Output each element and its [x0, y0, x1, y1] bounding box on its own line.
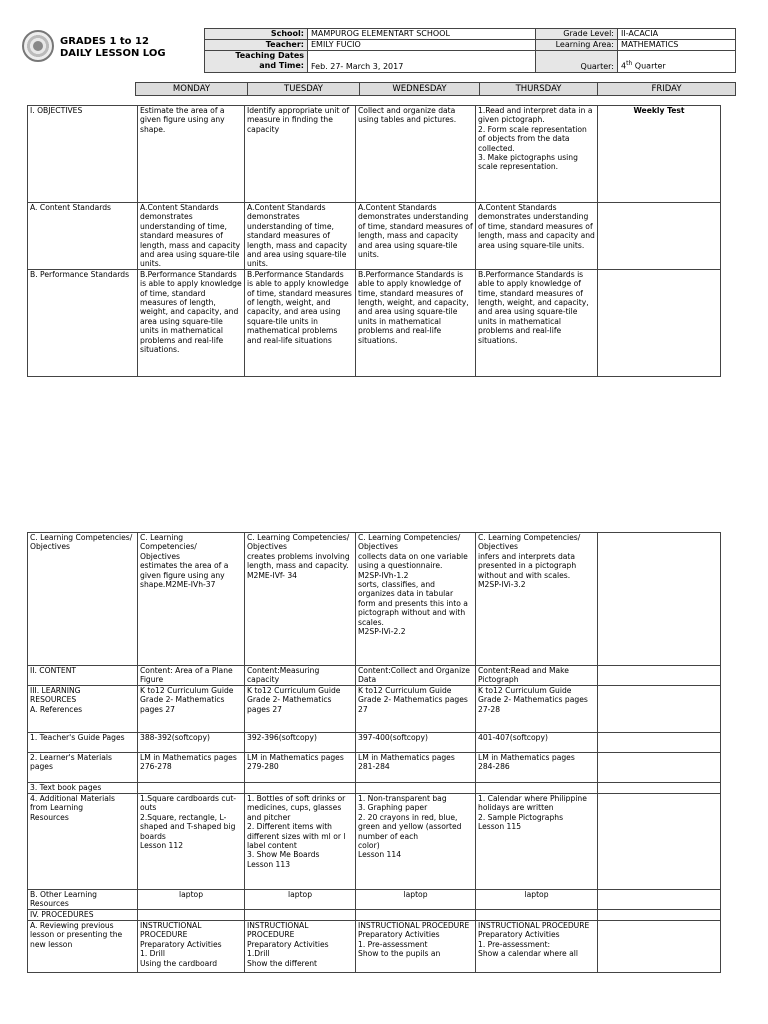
additional-materials-wednesday: 1. Non-transparent bag 3. Graphing paper 2. 20 crayons in red, blue, green and yellow (assorted number of each color) Lesson 114 [356, 794, 476, 890]
resources-thursday: K to12 Curriculum Guide Grade 2- Mathematics pages 27-28 [476, 686, 598, 733]
content-standards-friday [598, 203, 721, 270]
content-tuesday: Content:Measuring capacity [245, 666, 356, 686]
competencies-friday [598, 533, 721, 666]
textbook-tuesday [245, 783, 356, 794]
row-label-content: II. CONTENT [28, 666, 138, 686]
performance-standards-tuesday: B.Performance Standards is able to apply knowledge of time, standard measures of length, weight, and capacity, and area using square-tile units in mathematical problems and real-life situations [245, 269, 356, 376]
grade-value: II-ACACIA [618, 29, 736, 40]
procedures-thursday [476, 910, 598, 921]
lesson-table-content [27, 532, 721, 973]
procedures-friday [598, 910, 721, 921]
row-label-objectives: I. OBJECTIVES [28, 106, 138, 203]
competencies-tuesday: C. Learning Competencies/ Objectives creates problems involving length, mass and capacity. M2ME-IVf- 34 [245, 533, 356, 666]
learners-materials-tuesday: LM in Mathematics pages 279-280 [245, 753, 356, 783]
reviewing-wednesday: INSTRUCTIONAL PROCEDURE Preparatory Activities 1. Pre-assessment Show to the pupils an [356, 921, 476, 973]
additional-materials-thursday: 1. Calendar where Philippine holidays are written 2. Sample Pictographs Lesson 115 [476, 794, 598, 890]
other-resources-monday: laptop [138, 890, 245, 910]
objectives-tuesday: Identify appropriate unit of measure in finding the capacity [245, 106, 356, 203]
header-info-table [204, 28, 736, 73]
row-label-textbook-pages: 3. Text book pages [28, 783, 138, 794]
day-thursday: THURSDAY [480, 83, 598, 96]
learning-area-value: MATHEMATICS [618, 40, 736, 51]
competencies-thursday: C. Learning Competencies/ Objectives infers and interprets data presented in a pictograph without and with scales. M2SP-IVi-3.2 [476, 533, 598, 666]
day-monday: MONDAY [136, 83, 248, 96]
teaching-dates-value: Feb. 27- March 3, 2017 [308, 51, 536, 73]
row-label-competencies: C. Learning Competencies/ Objectives [28, 533, 138, 666]
textbook-friday [598, 783, 721, 794]
procedures-wednesday [356, 910, 476, 921]
grade-label: Grade Level: [536, 29, 618, 40]
lesson-table-objectives [27, 105, 721, 377]
teachers-guide-friday [598, 733, 721, 753]
learners-materials-thursday: LM in Mathematics pages 284-286 [476, 753, 598, 783]
objectives-friday: Weekly Test [598, 106, 721, 203]
school-label: School: [205, 29, 308, 40]
content-standards-tuesday: A.Content Standards demonstrates understanding of time, standard measures of length, mass and capacity and area using square-tile units. [245, 203, 356, 270]
reviewing-thursday: INSTRUCTIONAL PROCEDURE Preparatory Activities 1. Pre-assessment: Show a calendar where all [476, 921, 598, 973]
other-resources-tuesday: laptop [245, 890, 356, 910]
reviewing-tuesday: INSTRUCTIONAL PROCEDURE Preparatory Activities 1.Drill Show the different [245, 921, 356, 973]
teachers-guide-wednesday: 397-400(softcopy) [356, 733, 476, 753]
learners-materials-wednesday: LM in Mathematics pages 281-284 [356, 753, 476, 783]
weekday-header-row [135, 82, 736, 96]
resources-friday [598, 686, 721, 733]
learning-area-label: Learning Area: [536, 40, 618, 51]
row-label-learners-materials: 2. Learner's Materials pages [28, 753, 138, 783]
resources-tuesday: K to12 Curriculum Guide Grade 2- Mathematics pages 27 [245, 686, 356, 733]
row-label-additional-materials: 4. Additional Materials from Learning Resources [28, 794, 138, 890]
textbook-wednesday [356, 783, 476, 794]
row-label-performance-standards: B. Performance Standards [28, 269, 138, 376]
performance-standards-monday: B.Performance Standards is able to apply knowledge of time, standard measures of length, weight, and capacity, and area using square-tile units in mathematical problems and real-life situations. [138, 269, 245, 376]
content-standards-thursday: A.Content Standards demonstrates understanding of time, standard measures of length, mass and capacity and area using square-tile units. [476, 203, 598, 270]
day-tuesday: TUESDAY [248, 83, 360, 96]
teachers-guide-tuesday: 392-396(softcopy) [245, 733, 356, 753]
row-label-teachers-guide: 1. Teacher's Guide Pages [28, 733, 138, 753]
teacher-label: Teacher: [205, 40, 308, 51]
learners-materials-monday: LM in Mathematics pages 276-278 [138, 753, 245, 783]
title-line-1: GRADES 1 to 12 [60, 36, 149, 47]
additional-materials-monday: 1.Square cardboards cut-outs 2.Square, rectangle, L-shaped and T-shaped big boards Lesson 112 [138, 794, 245, 890]
deped-seal-icon [22, 30, 54, 62]
row-label-reviewing: A. Reviewing previous lesson or presenting the new lesson [28, 921, 138, 973]
row-label-other-resources: B. Other Learning Resources [28, 890, 138, 910]
additional-materials-tuesday: 1. Bottles of soft drinks or medicines, cups, glasses and pitcher 2. Different items with different sizes with ml or l label content 3. Show Me Boards Lesson 113 [245, 794, 356, 890]
school-value: MAMPUROG ELEMENTART SCHOOL [308, 29, 536, 40]
objectives-monday: Estimate the area of a given figure using any shape. [138, 106, 245, 203]
quarter-value: 4th Quarter [618, 51, 736, 73]
performance-standards-thursday: B.Performance Standards is able to apply knowledge of time, standard measures of length, weight, and capacity, and area using square-tile units in mathematical problems and real-life situations. [476, 269, 598, 376]
procedures-monday [138, 910, 245, 921]
resources-monday: K to12 Curriculum Guide Grade 2- Mathematics pages 27 [138, 686, 245, 733]
procedures-tuesday [245, 910, 356, 921]
objectives-thursday: 1.Read and interpret data in a given pictograph. 2. Form scale representation of objects from the data collected. 3. Make pictographs using scale representation. [476, 106, 598, 203]
reviewing-friday [598, 921, 721, 973]
content-standards-monday: A.Content Standards demonstrates understanding of time, standard measures of length, mass and capacity and area using square-tile units. [138, 203, 245, 270]
other-resources-wednesday: laptop [356, 890, 476, 910]
competencies-wednesday: C. Learning Competencies/ Objectives collects data on one variable using a questionnaire. M2SP-IVh-1.2 sorts, classifies, and organizes data in tabular form and presents this into a pictograph without and with scales. M2SP-IVi-2.2 [356, 533, 476, 666]
teaching-dates-label: Teaching Dates and Time: [205, 51, 308, 73]
textbook-thursday [476, 783, 598, 794]
performance-standards-wednesday: B.Performance Standards is able to apply knowledge of time, standard measures of length, weight, and capacity, and area using square-tile units in mathematical problems and real-life situations. [356, 269, 476, 376]
content-thursday: Content:Read and Make Pictograph [476, 666, 598, 686]
other-resources-friday [598, 890, 721, 910]
row-label-learning-resources: III. LEARNING RESOURCES A. References [28, 686, 138, 733]
day-wednesday: WEDNESDAY [360, 83, 480, 96]
title-line-2: DAILY LESSON LOG [60, 48, 166, 59]
textbook-monday [138, 783, 245, 794]
other-resources-thursday: laptop [476, 890, 598, 910]
row-label-procedures: IV. PROCEDURES [28, 910, 138, 921]
content-wednesday: Content:Collect and Organize Data [356, 666, 476, 686]
content-friday [598, 666, 721, 686]
day-friday: FRIDAY [598, 83, 736, 96]
additional-materials-friday [598, 794, 721, 890]
content-standards-wednesday: A.Content Standards demonstrates understanding of time, standard measures of length, mass and capacity and area using square-tile units. [356, 203, 476, 270]
row-label-content-standards: A. Content Standards [28, 203, 138, 270]
learners-materials-friday [598, 753, 721, 783]
objectives-wednesday: Collect and organize data using tables and pictures. [356, 106, 476, 203]
teacher-value: EMILY FUCIO [308, 40, 536, 51]
teachers-guide-monday: 388-392(softcopy) [138, 733, 245, 753]
teachers-guide-thursday: 401-407(softcopy) [476, 733, 598, 753]
resources-wednesday: K to12 Curriculum Guide Grade 2- Mathematics pages 27 [356, 686, 476, 733]
performance-standards-friday [598, 269, 721, 376]
competencies-monday: C. Learning Competencies/ Objectives estimates the area of a given figure using any shape.M2ME-IVh-37 [138, 533, 245, 666]
quarter-label: Quarter: [536, 51, 618, 73]
content-monday: Content: Area of a Plane Figure [138, 666, 245, 686]
document-title [60, 36, 166, 60]
reviewing-monday: INSTRUCTIONAL PROCEDURE Preparatory Activities 1. Drill Using the cardboard [138, 921, 245, 973]
